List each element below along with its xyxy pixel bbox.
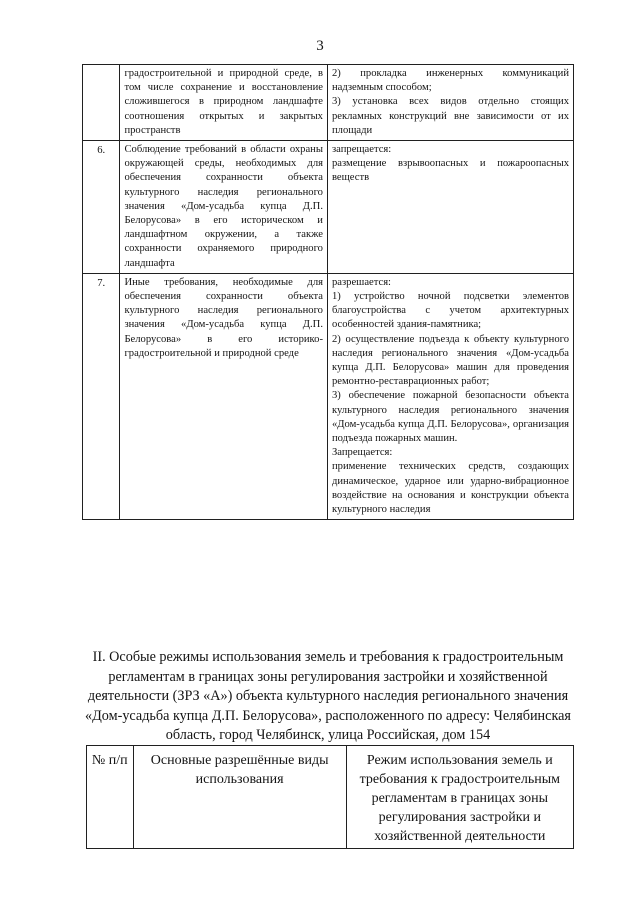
mode-cell	[327, 65, 573, 141]
mode-text: запрещается:	[331, 144, 392, 156]
table-row	[83, 65, 574, 141]
table-header-row	[87, 746, 574, 849]
mode-text: размещение взрывоопасных и пожароопасных веществ	[331, 158, 569, 184]
mode-text: 2) прокладка инженерных коммуникаций надземным способом;	[331, 68, 569, 94]
header-permitted-uses: Основные разрешённые виды использования	[133, 746, 346, 849]
mode-text: применение технических средств, создающих динамическое, ударное или ударно-вибрационное воздействие на основания и конструкции объекта культурного наследия	[331, 461, 569, 516]
requirement-text: Иные требования, необходимые для обеспечения сохранности объекта культурного наследия регионального значения «Дом-усадьба купца Д.П. Белорусова» в его историко-градостроительной и природной среде	[124, 276, 323, 359]
requirement-text: градостроительной и природной среде, в том числе сохранение и восстановление сложившегося в природном ландшафте соотношения открытых и закрытых пространств	[124, 68, 323, 136]
row-number	[83, 65, 120, 141]
mode-text: разрешается:	[331, 276, 392, 288]
mode-text: 1) устройство ночной подсветки элементов благоустройства с учетом архитектурных особенностей здания-памятника;	[331, 291, 569, 331]
requirement-cell	[120, 141, 328, 274]
row-number: 7.	[83, 273, 120, 519]
page-number: 3	[316, 38, 324, 54]
requirement-cell	[120, 65, 328, 141]
mode-cell	[327, 141, 573, 274]
mode-text: 2) осуществление подъезда к объекту культурного наследия регионального значения «Дом-усадьба купца Д.П. Белорусова» машин для проведения ремонтно-реставрационных работ;	[331, 333, 569, 388]
mode-text: 3) установка всех видов отдельно стоящих рекламных конструкций вне зависимости от их площади	[331, 96, 569, 136]
header-land-use-mode: Режим использования земель и требования к градостроительным регламентам в границах зоны регулирования застройки и хозяйственной деятельности	[346, 746, 573, 849]
requirement-text: Соблюдение требований в области охраны окружающей среды, необходимых для обеспечения сохранности объекта культурного наследия регионального значения «Дом-усадьба купца Д.П. Белорусова» в его историческом и ландшафтном окружении, а также сохранности охраняемого природного ландшафта	[124, 144, 323, 269]
regime-table	[86, 745, 574, 849]
table-row	[83, 141, 574, 274]
mode-text: 3) обеспечение пожарной безопасности объекта культурного наследия регионального значения «Дом-усадьба купца Д.П. Белорусова», организация подъезда пожарных машин.	[331, 390, 569, 445]
requirements-table	[82, 64, 574, 520]
row-number: 6.	[83, 141, 120, 274]
mode-text: Запрещается:	[331, 447, 393, 459]
section-title: II. Особые режимы использования земель и требования к градостроительным регламентам в границах зоны регулирования застройки и хозяйственной деятельности (ЗРЗ «А») объекта культурного наследия регионального значения «Дом-усадьба купца Д.П. Белорусова», расположенного по адресу: Челябинская область, город Челябинск, улица Российская, дом 154	[85, 649, 571, 744]
mode-cell	[327, 273, 573, 519]
table-row	[83, 273, 574, 519]
requirement-cell	[120, 273, 328, 519]
header-number: № п/п	[87, 746, 134, 849]
